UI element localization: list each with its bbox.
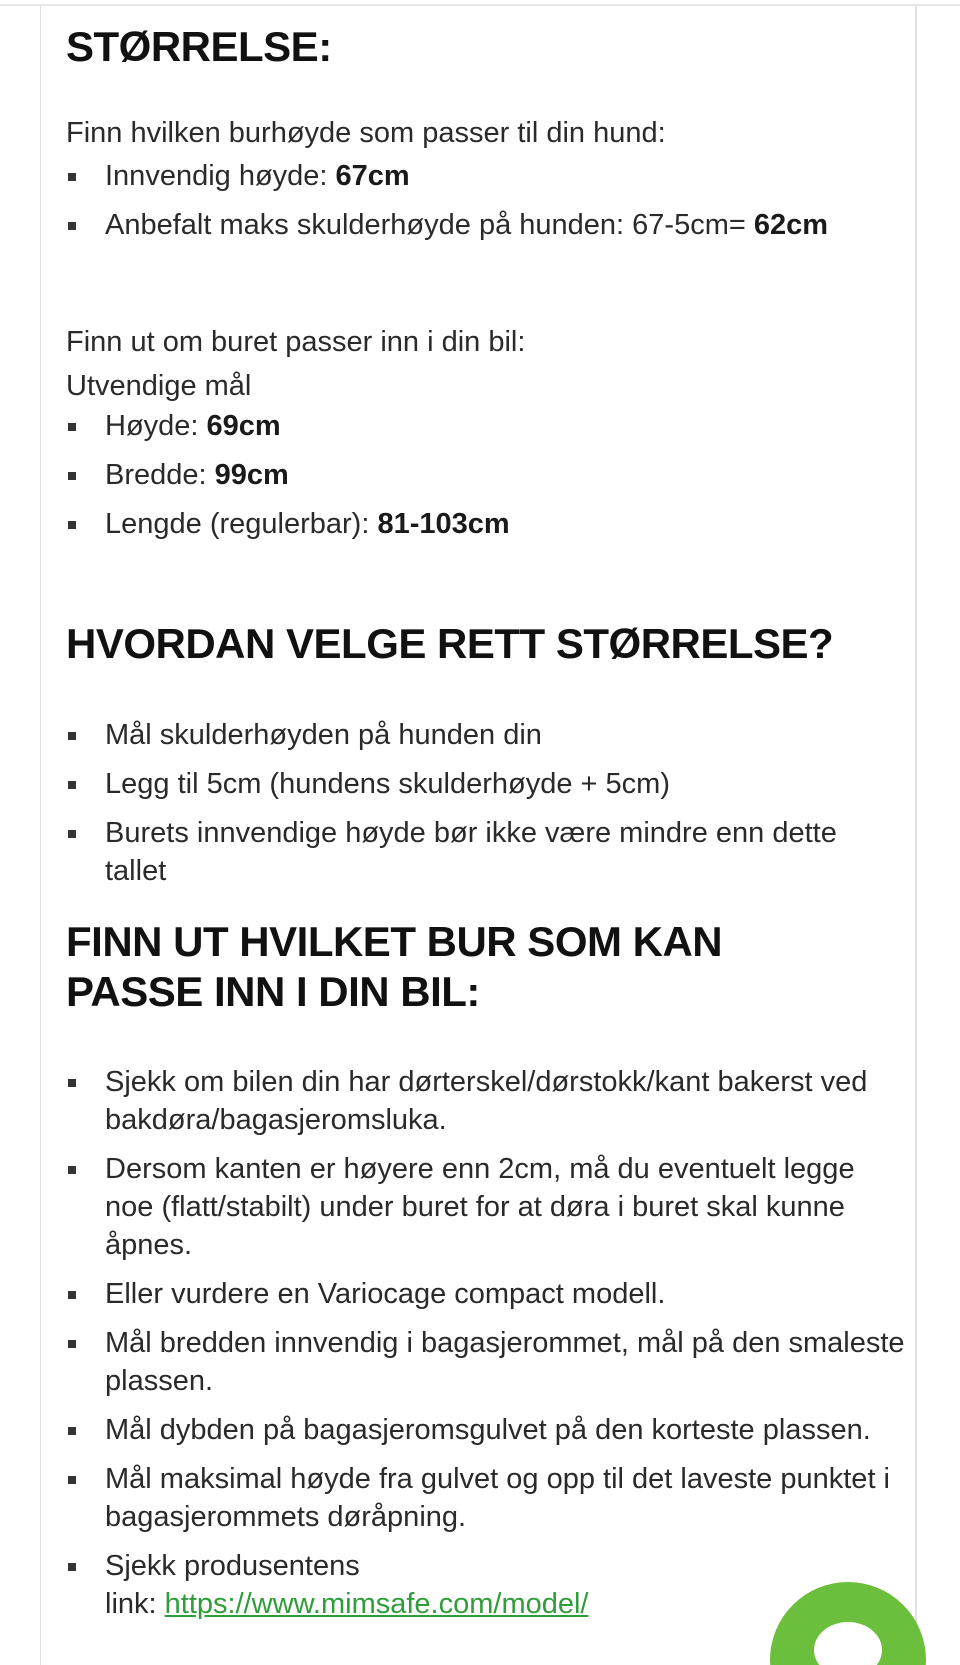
bullet-icon [68, 1340, 76, 1348]
outer-dimensions-list [66, 407, 906, 554]
finn-bur-list [66, 1063, 906, 1634]
bullet-icon [68, 1476, 76, 1484]
bullet-icon [68, 1563, 76, 1571]
heading-finn-bur: FINN UT HVILKET BUR SOM KAN PASSE INN I DIN BIL: [66, 918, 723, 1015]
mimsafe-link[interactable]: https://www.mimsafe.com/model/ [164, 1588, 589, 1620]
car-intro: Finn ut om buret passer inn i din bil: [66, 326, 526, 358]
bullet-icon [68, 521, 76, 529]
velge-storrelse-list [66, 716, 906, 901]
bullet-icon [68, 1166, 76, 1174]
bullet-icon [68, 472, 76, 480]
bullet-icon [68, 222, 76, 230]
bullet-icon [68, 1291, 76, 1299]
burhoyde-list [66, 157, 906, 255]
bullet-icon [68, 781, 76, 789]
list-item: Innvendig høyde: 67cm [66, 157, 906, 195]
list-item: Mål skulderhøyden på hunden din [66, 716, 906, 754]
burhoyde-intro: Finn hvilken burhøyde som passer til din hund: [66, 117, 666, 149]
bullet-icon [68, 1079, 76, 1087]
list-item: Høyde: 69cm [66, 407, 906, 445]
bullet-icon [68, 173, 76, 181]
list-item: Burets innvendige høyde bør ikke være mindre enn dette tallet [66, 814, 906, 890]
list-item: Sjekk om bilen din har dørterskel/dørstokk/kant bakerst ved bakdøra/bagasjeromsluka. [66, 1063, 906, 1139]
list-item: Mål maksimal høyde fra gulvet og opp til det laveste punktet i bagasjerommets døråpning. [66, 1460, 906, 1536]
bullet-icon [68, 830, 76, 838]
heading-storrelse: STØRRELSE: [66, 23, 332, 70]
list-item: Eller vurdere en Variocage compact modell. [66, 1275, 906, 1313]
heading-velge-storrelse: HVORDAN VELGE RETT STØRRELSE? [66, 620, 834, 667]
bullet-icon [68, 732, 76, 740]
bullet-icon [68, 1427, 76, 1435]
list-item: Bredde: 99cm [66, 456, 906, 494]
bullet-icon [68, 423, 76, 431]
list-item: Dersom kanten er høyere enn 2cm, må du eventuelt legge noe (flatt/stabilt) under buret for at døra i buret skal kunne åpnes. [66, 1150, 906, 1264]
list-item: Lengde (regulerbar): 81-103cm [66, 505, 906, 543]
list-item: Mål dybden på bagasjeromsgulvet på den korteste plassen. [66, 1411, 906, 1449]
list-item: Mål bredden innvendig i bagasjerommet, mål på den smaleste plassen. [66, 1324, 906, 1400]
list-item: Legg til 5cm (hundens skulderhøyde + 5cm) [66, 765, 906, 803]
outer-dimensions-label: Utvendige mål [66, 370, 252, 402]
list-item: Anbefalt maks skulderhøyde på hunden: 67-5cm= 62cm [66, 206, 906, 244]
chat-icon [814, 1622, 882, 1665]
list-item: Sjekk produsentens link: https://www.mimsafe.com/model/ [66, 1547, 906, 1623]
